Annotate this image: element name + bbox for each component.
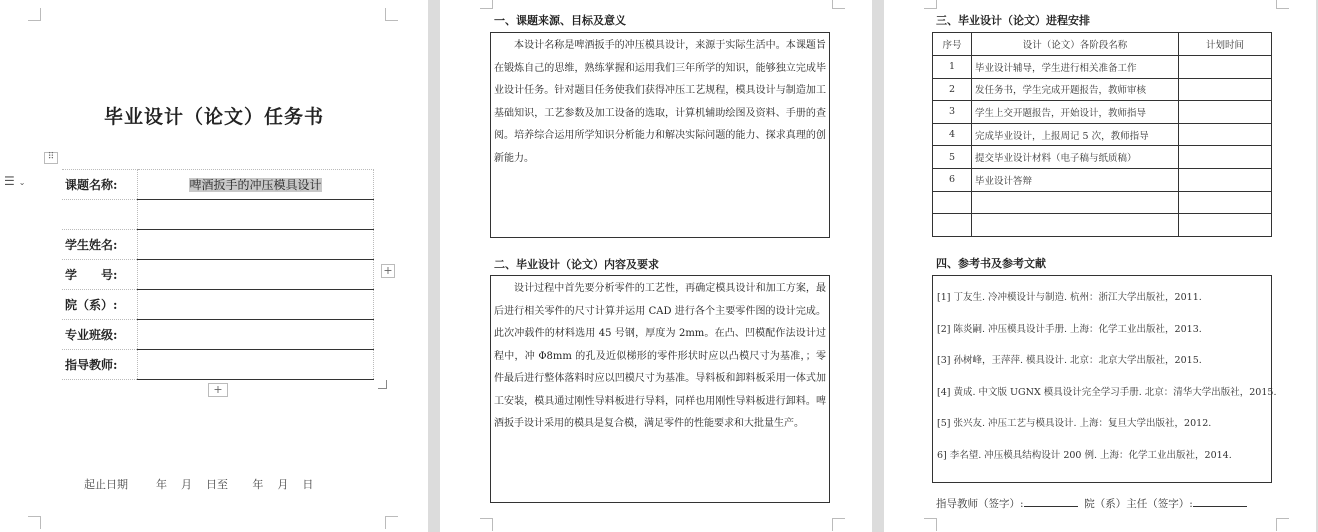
section-title: 二、毕业设计（论文）内容及要求 — [494, 258, 659, 271]
cell-stage[interactable] — [972, 214, 1179, 237]
table-row — [933, 56, 1272, 79]
project-title-value[interactable]: 啤酒扳手的冲压模具设计 — [189, 178, 322, 192]
field-value[interactable] — [138, 200, 374, 230]
page-task-description — [440, 0, 872, 532]
field-label: 学 号: — [62, 260, 138, 290]
section-paragraph[interactable]: 设计过程中首先要分析零件的工艺性，再确定模具设计和加工方案，最后进行相关零件的尺寸计算并运用 CAD 进行各个主要零件图的设计完成。此次冲载件的材料选用 45 号钢，厚度为 2mm。在凸、凹模配作法设计过程中，冲 Φ8mm 的孔及近似梯形的零件形状时应以凸模尺寸为基准，；零件最后进行整体落料时应以凹模尺寸为基准。导料板和卸料板采用一体式加工安装，模具通过刚性导料板进行导料，同样也用刚性导料板进行卸料。啤酒扳手设计采用的模具是复合模，满足零件的性能要求和大批量生产。 — [494, 283, 826, 429]
advisor-signature-label: 指导教师（签字）: — [936, 498, 1024, 510]
signature-blank[interactable] — [1193, 496, 1247, 507]
column-header: 计划时间 — [1179, 33, 1272, 56]
table-layout-icon[interactable]: ☰ ⌄ — [4, 174, 26, 188]
signature-blank[interactable] — [1024, 496, 1078, 507]
crop-mark — [924, 0, 937, 9]
cell-number[interactable]: 2 — [933, 78, 972, 101]
field-label — [62, 200, 138, 230]
add-row-icon[interactable]: + — [208, 383, 228, 397]
section-paragraph[interactable]: 本设计名称是啤酒扳手的冲压模具设计，来源于实际生活中。本课题旨在锻炼自己的思维，熟练掌握和运用我们三年所学的知识，能够独立完成毕业设计任务。针对题目任务使我们获得冲压工艺规程，模具设计与制造加工基础知识，工艺参数及加工设备的选取，计算机辅助绘图及资料、手册的查阅。培养综合运用所学知识分析能力和解决实际问题的能力、探求真理的创新能力。 — [494, 40, 826, 164]
info-table — [62, 169, 374, 380]
crop-mark — [924, 518, 937, 531]
crop-mark — [480, 518, 493, 531]
table-row — [933, 78, 1272, 101]
reference-item[interactable]: [3] 孙树峰，王萍萍. 模具设计. 北京：北京大学出版社，2015. — [937, 355, 1202, 366]
cell-stage[interactable]: 毕业设计答辩 — [972, 168, 1179, 191]
table-header-row — [933, 33, 1272, 56]
section-title: 三、毕业设计（论文）进程安排 — [936, 14, 1090, 27]
table-row — [933, 146, 1272, 169]
cell-stage[interactable] — [972, 191, 1179, 214]
references-box[interactable] — [932, 275, 1277, 483]
table-row — [933, 168, 1272, 191]
cell-time[interactable] — [1179, 146, 1272, 169]
reference-item[interactable]: [4] 黄成. 中文版 UGNX 模具设计完全学习手册. 北京：清华大学出版社，2015. — [937, 386, 1277, 398]
column-header: 序号 — [933, 33, 972, 56]
crop-mark — [28, 516, 41, 529]
table-row — [62, 320, 374, 350]
section-content[interactable] — [490, 275, 830, 503]
column-header: 设计（论文）各阶段名称 — [972, 33, 1179, 56]
cell-time[interactable] — [1179, 101, 1272, 124]
schedule-table — [932, 32, 1272, 237]
document-title: 毕业设计（论文）任务书 — [103, 106, 324, 128]
table-row — [62, 260, 374, 290]
field-value[interactable] — [138, 230, 374, 260]
table-row — [62, 200, 374, 230]
crop-mark — [28, 8, 41, 21]
field-value[interactable] — [138, 350, 374, 380]
add-column-icon[interactable]: + — [381, 264, 395, 278]
cell-stage[interactable]: 毕业设计辅导，学生进行相关准备工作 — [972, 56, 1179, 79]
cell-number[interactable]: 3 — [933, 101, 972, 124]
field-value[interactable] — [138, 290, 374, 320]
field-label: 专业班级: — [62, 320, 138, 350]
cell-time[interactable] — [1179, 214, 1272, 237]
table-row — [933, 123, 1272, 146]
cell-number[interactable]: 1 — [933, 56, 972, 79]
cell-time[interactable] — [1179, 78, 1272, 101]
field-value[interactable] — [138, 320, 374, 350]
cell-stage[interactable]: 发任务书，学生完成开题报告，教师审核 — [972, 78, 1179, 101]
crop-mark — [832, 518, 845, 531]
field-value[interactable] — [138, 170, 374, 200]
field-label: 学生姓名: — [62, 230, 138, 260]
crop-mark — [385, 516, 398, 529]
cell-stage[interactable]: 学生上交开题报告，开始设计，教师指导 — [972, 101, 1179, 124]
chevron-down-icon[interactable]: ⌄ — [18, 178, 26, 187]
table-row — [933, 191, 1272, 214]
cell-time[interactable] — [1179, 56, 1272, 79]
field-label: 院（系）: — [62, 290, 138, 320]
cell-number[interactable] — [933, 191, 972, 214]
table-move-handle-icon[interactable]: ⠿ — [44, 152, 58, 164]
section-title: 一、课题来源、目标及意义 — [494, 14, 626, 27]
crop-mark — [385, 8, 398, 21]
cell-stage[interactable]: 完成毕业设计，上报周记 5 次，教师指导 — [972, 123, 1179, 146]
date-range: 起止日期 年 月 日至 年 月 日 — [84, 478, 314, 491]
section-content[interactable] — [490, 32, 830, 238]
cell-time[interactable] — [1179, 168, 1272, 191]
cell-number[interactable]: 6 — [933, 168, 972, 191]
field-value[interactable] — [138, 260, 374, 290]
table-row — [62, 170, 374, 200]
crop-mark — [1276, 518, 1289, 531]
table-row — [62, 230, 374, 260]
section-title: 四、参考书及参考文献 — [936, 257, 1046, 270]
cell-time[interactable] — [1179, 191, 1272, 214]
field-label: 指导教师: — [62, 350, 138, 380]
cell-number[interactable] — [933, 214, 972, 237]
cell-stage[interactable]: 提交毕业设计材料（电子稿与纸质稿） — [972, 146, 1179, 169]
cell-number[interactable]: 5 — [933, 146, 972, 169]
cell-number[interactable]: 4 — [933, 123, 972, 146]
page-schedule — [884, 0, 1316, 532]
reference-item[interactable]: [5] 张兴友. 冲压工艺与模具设计. 上海：复旦大学出版社，2012. — [937, 418, 1212, 429]
crop-mark — [1276, 0, 1289, 9]
table-row — [62, 290, 374, 320]
crop-mark — [480, 0, 493, 9]
reference-item[interactable]: [2] 陈炎嗣. 冲压模具设计手册. 上海：化学工业出版社，2013. — [937, 323, 1202, 335]
cell-time[interactable] — [1179, 123, 1272, 146]
page-cover — [0, 0, 428, 532]
reference-item[interactable]: 6] 李名望. 冲压模具结构设计 200 例. 上海：化学工业出版社，2014. — [937, 449, 1232, 461]
signature-line — [936, 496, 1247, 511]
table-row — [933, 214, 1272, 237]
table-resize-icon[interactable] — [378, 380, 387, 389]
dean-signature-label: 院（系）主任（签字）: — [1084, 498, 1193, 510]
table-row — [62, 350, 374, 380]
crop-mark — [832, 0, 845, 9]
reference-item[interactable]: [1] 丁友生. 冷冲模设计与制造. 杭州：浙江大学出版社，2011. — [937, 292, 1202, 303]
table-row — [933, 101, 1272, 124]
field-label: 课题名称: — [62, 170, 138, 200]
